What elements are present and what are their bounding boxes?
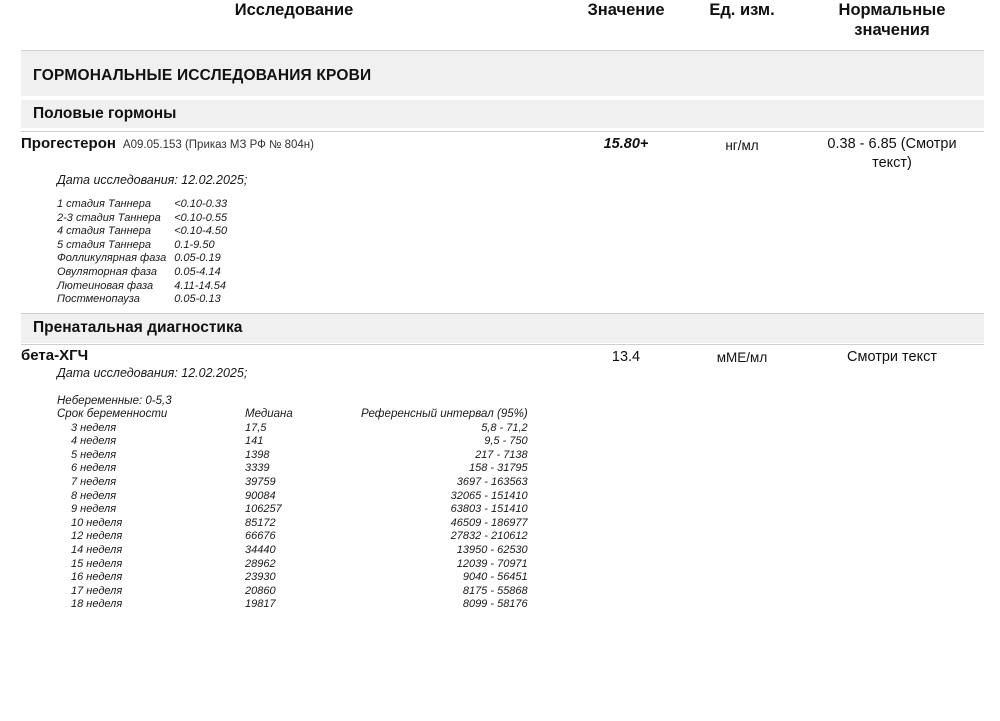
detail-label: Постменопауза <box>57 293 140 306</box>
section-title-hormones: ГОРМОНАЛЬНЫЕ ИССЛЕДОВАНИЯ КРОВИ <box>33 67 372 84</box>
column-header-term: Срок беременности <box>57 408 168 420</box>
section-band-top-rule <box>21 50 984 51</box>
week-term: 4 неделя <box>71 435 117 448</box>
table-row <box>57 239 227 253</box>
analyte-row-hcg <box>21 347 567 365</box>
week-interval: 32065 - 151410 <box>450 489 528 502</box>
table-row <box>57 422 528 436</box>
column-header-reference-line1: Нормальные <box>838 1 946 19</box>
week-median: 23930 <box>245 571 276 584</box>
week-interval: 9,5 - 750 <box>484 435 528 448</box>
table-row <box>57 293 227 307</box>
subsection-title-sex-hormones: Половые гормоны <box>33 105 177 122</box>
week-term: 6 неделя <box>71 462 117 475</box>
detail-value: 0.05-0.13 <box>174 293 221 306</box>
week-median: 34440 <box>245 543 276 556</box>
analyte-units-progesterone: нг/мл <box>725 138 759 153</box>
detail-label: Фолликулярная фаза <box>57 252 167 265</box>
detail-value: 0.1-9.50 <box>174 238 215 251</box>
week-term: 3 неделя <box>71 421 117 434</box>
week-interval: 13950 - 62530 <box>456 543 528 556</box>
week-median: 28962 <box>245 557 276 570</box>
week-interval: 217 - 7138 <box>475 448 528 461</box>
table-header-row <box>57 408 528 422</box>
analyte-name-progesterone: Прогестерон <box>21 135 116 152</box>
subsection-title-prenatal: Пренатальная диагностика <box>33 319 243 336</box>
analyte-reference-line2-progesterone: текст) <box>872 155 912 171</box>
analyte-units-hcg: мМЕ/мл <box>716 350 768 365</box>
column-header-reference-line2: значения <box>854 21 930 39</box>
week-term: 5 неделя <box>71 448 117 461</box>
week-interval: 27832 - 210612 <box>450 530 528 543</box>
analyte-value-progesterone: 15.80+ <box>603 136 649 152</box>
week-median: 141 <box>245 435 264 448</box>
week-interval: 8099 - 58176 <box>462 598 528 611</box>
column-header-study: Исследование <box>234 1 354 19</box>
detail-value: <0.10-0.33 <box>174 198 228 210</box>
week-interval: 3697 - 163563 <box>456 475 528 488</box>
detail-label: 2-3 стадия Таннера <box>57 211 161 224</box>
week-term: 8 неделя <box>71 489 117 502</box>
table-row <box>57 462 528 476</box>
detail-label: Лютеиновая фаза <box>57 279 154 292</box>
week-term: 9 неделя <box>71 503 117 516</box>
table-row <box>57 558 528 572</box>
analyte-code-progesterone: A09.05.153 (Приказ МЗ РФ № 804н) <box>122 139 314 151</box>
table-row <box>57 530 528 544</box>
table-row <box>57 449 528 463</box>
week-interval: 12039 - 70971 <box>456 557 528 570</box>
column-header-units: Ед. изм. <box>709 1 775 19</box>
week-term: 18 неделя <box>71 598 123 611</box>
table-row <box>57 585 528 599</box>
week-term: 7 неделя <box>71 475 117 488</box>
table-row <box>57 517 528 531</box>
week-term: 12 неделя <box>71 530 123 543</box>
analyte-reference-line1-progesterone: 0.38 - 6.85 (Смотри <box>827 136 957 152</box>
table-row <box>57 225 227 239</box>
column-header-median: Медиана <box>245 408 293 420</box>
week-interval: 8175 - 55868 <box>462 584 528 597</box>
analyte-value-cell-hcg <box>567 348 685 366</box>
week-term: 15 неделя <box>71 557 123 570</box>
analyte-row-progesterone <box>21 135 567 153</box>
hcg-nonpregnant-note: Небеременные: 0-5,3 <box>57 395 172 407</box>
table-header <box>0 0 1000 48</box>
hcg-pregnancy-reference-table <box>57 408 528 612</box>
analyte-date-progesterone: Дата исследования: 12.02.2025; <box>57 173 248 187</box>
analyte-units-cell-progesterone <box>690 137 794 155</box>
week-median: 19817 <box>245 598 276 611</box>
analyte-row-rule-progesterone <box>21 131 984 132</box>
week-term: 16 неделя <box>71 571 123 584</box>
analyte-name-hcg: бета-ХГЧ <box>21 347 89 364</box>
detail-value: 0.05-0.19 <box>174 252 221 265</box>
week-term: 17 неделя <box>71 584 123 597</box>
table-row <box>57 490 528 504</box>
week-term: 10 неделя <box>71 516 123 529</box>
table-row <box>57 476 528 490</box>
table-row <box>57 280 227 294</box>
detail-label: Овуляторная фаза <box>57 265 157 278</box>
table-row <box>57 266 227 280</box>
analyte-reference-cell-progesterone <box>800 135 984 173</box>
week-interval: 63803 - 151410 <box>450 503 528 516</box>
detail-label: 4 стадия Таннера <box>57 225 152 238</box>
analyte-value-cell-progesterone <box>567 135 685 153</box>
table-row <box>57 544 528 558</box>
detail-value: <0.10-0.55 <box>174 211 228 224</box>
week-median: 66676 <box>245 530 276 543</box>
week-median: 3339 <box>245 462 270 475</box>
week-median: 106257 <box>245 503 282 516</box>
week-median: 85172 <box>245 516 276 529</box>
table-row <box>57 212 227 226</box>
week-median: 17,5 <box>245 421 267 434</box>
detail-label: 1 стадия Таннера <box>57 198 152 210</box>
analyte-value-hcg: 13.4 <box>611 349 641 365</box>
column-header-interval: Референсный интервал (95%) <box>361 408 528 420</box>
week-interval: 9040 - 56451 <box>462 571 528 584</box>
detail-label: 5 стадия Таннера <box>57 238 152 251</box>
detail-value: 0.05-4.14 <box>174 265 221 278</box>
week-median: 90084 <box>245 489 276 502</box>
table-row <box>57 198 227 212</box>
week-median: 39759 <box>245 475 276 488</box>
detail-value: <0.10-4.50 <box>174 225 228 238</box>
week-interval: 46509 - 186977 <box>450 516 528 529</box>
detail-value: 4.11-14.54 <box>174 279 226 292</box>
analyte-row-rule-hcg <box>21 344 984 345</box>
analyte-reference-line1-hcg: Смотри текст <box>847 349 937 365</box>
table-row <box>57 571 528 585</box>
analyte-units-cell-hcg <box>690 349 794 367</box>
table-row <box>57 598 528 612</box>
table-row <box>57 252 227 266</box>
column-header-reference <box>800 0 984 40</box>
analyte-date-hcg: Дата исследования: 12.02.2025; <box>57 366 248 380</box>
week-median: 20860 <box>245 584 276 597</box>
table-row <box>57 503 528 517</box>
analyte-reference-cell-hcg <box>800 348 984 367</box>
subsection-band-top-rule-prenatal <box>21 313 984 314</box>
week-interval: 158 - 31795 <box>468 462 528 475</box>
week-term: 14 неделя <box>71 543 123 556</box>
column-header-value: Значение <box>587 1 665 19</box>
week-median: 1398 <box>245 448 270 461</box>
week-interval: 5,8 - 71,2 <box>481 421 528 434</box>
progesterone-reference-detail-table <box>57 198 227 307</box>
table-row <box>57 435 528 449</box>
